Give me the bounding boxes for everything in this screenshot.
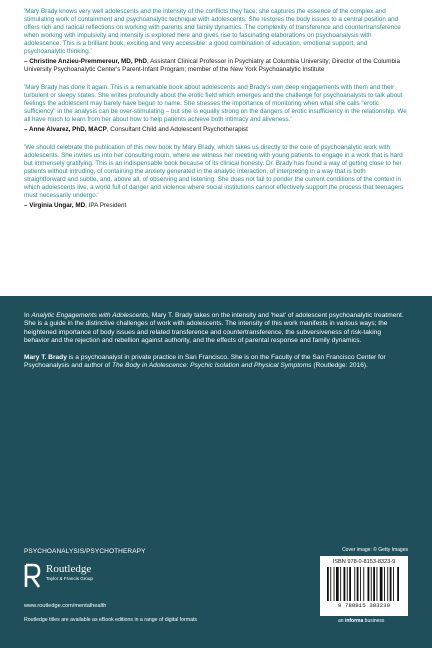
isbn: ISBN 978-0-8153-8323-9 xyxy=(332,559,396,565)
book-description xyxy=(24,312,408,346)
author-name: Mary T. Brady xyxy=(24,353,67,361)
endorsement-attribution-1 xyxy=(24,58,408,74)
endorser-role-3: , IPA President xyxy=(85,202,127,209)
bio-suffix: (Routledge: 2016). xyxy=(311,362,368,370)
informa-business xyxy=(338,618,384,624)
bio-body: is a psychoanalyst in private practice in San Francisco. She is on the Faculty of the San Francisco Center for Psychoanalysis and author of xyxy=(24,353,386,370)
informa-prefix: an xyxy=(338,618,345,624)
cover-credit: Cover image: © Getty Images xyxy=(342,547,408,553)
description-body: , Mary T. Brady takes on the intensity and 'heat' of adolescent psychoanalytic treatment. She is a guide in the distinctive challenges of work with adolescents. The intensity of this work manifests in various ways; the heightened importance of body issues and related transference and countertransference, the subversiveness of risk-taking behavior and the rejection and rebellion against authority, and the effects of parental response and family dynamics. xyxy=(24,312,404,345)
endorsement-quote-2: 'Mary Brady has done it again. This is a remarkable book about adolescents and Brady's own deep engagements with them and their turbulent or sleepy states. She writes profoundly about the erotic field which emerges and the challenge for psychoanalysts to talk about feelings the adolescent may barely have begun to name. She stresses the importance of monitoring when what she calls "erotic sufficiency" in the analysis can be over-stimulating – but she is equally strong on the dangers of erotic insufficiency in the relationship. We all have much to learn from her about how to help patients achieve both intimacy and aliveness.' xyxy=(24,84,407,123)
author-bio xyxy=(24,354,408,371)
endorser-name-2: – Anne Alvarez, PhD, MACP xyxy=(24,126,107,133)
endorser-role-2: , Consultant Child and Adolescent Psychotherapist xyxy=(106,126,248,133)
endorsements-panel xyxy=(0,0,432,296)
publisher-website: www.routledge.com/mentalhealth xyxy=(24,603,107,609)
book-title: Analytic Engagements with Adolescents xyxy=(31,312,149,319)
endorser-role-1: , Assistant Clinical Professor in Psychiatry at Columbia University; Director of the Columbia University Psychoanalytic Center's Parent-Infant Program; member of the New York Psychoanalytic Institute xyxy=(24,58,400,73)
publisher-group: Taylor & Francis Group xyxy=(46,576,93,581)
endorsement-quote-1: 'Mary Brady knows very well adolescents and the intensity of the conflicts they face; she captures the essence of the complex and stimulating work of containment and psychoanalytic technique with adolescents. She restores the body issues to a central position and offers rich and radical reflections on working with parents and family dynamics. The complexity of transference and countertransference when working with impulsivity and intensity is explored here and gives rise to fascinating elaborations on psychoanalysis with adolescence. This is a brilliant book, exciting and very accessible: a good combination of education, emotional support, and psychoanalytic thinking.' xyxy=(24,8,401,55)
publisher-name: Routledge xyxy=(46,563,92,575)
description-prefix: In xyxy=(24,312,32,319)
barcode-number: 9 780815 383239 xyxy=(337,602,391,609)
endorser-name-1: – Christine Anzieu-Premmereur, MD, PhD xyxy=(24,58,147,65)
endorser-name-3: – Virginia Ungar, MD xyxy=(24,202,86,209)
endorsement-attribution-2 xyxy=(24,126,408,134)
informa-brand: informa xyxy=(344,618,364,624)
barcode-box xyxy=(320,556,408,616)
barcode-icon xyxy=(326,567,402,601)
publisher-logo xyxy=(24,563,144,593)
subject-category: PSYCHOANALYSIS/PSYCHOTHERAPY xyxy=(24,548,146,555)
routledge-r-logo-icon xyxy=(24,563,42,589)
endorsement-attribution-3 xyxy=(24,202,408,210)
ebook-note: Routledge titles are available as eBook editions in a range of digital formats xyxy=(24,617,198,623)
informa-suffix: business xyxy=(363,618,385,624)
previous-book-title: The Body in Adolescence: Psychic Isolation and Physical Symptoms xyxy=(111,362,312,370)
endorsement-quote-3: 'We should celebrate the publication of this new book by Mary Brady, which takes us directly to the core of psychoanalytic work with adolescents. She invites us into her consulting room, where we witness her meeting with young patients to engage in a work that is hard but immensely gratifying. This is an indispensable book because of its clinical honesty. Dr. Brady has found a way of getting close to her patients without intruding, of containing the anxiety generated in the analytic interaction, of interpreting in a way that is both straightforward and subtle, and, above all, of observing and listening. She does not fail to ponder the current conditions of the context in which adolescents live, a world full of danger and violence where social institutions cannot effectively support the process that teenagers must necessarily undergo.' xyxy=(24,144,404,199)
